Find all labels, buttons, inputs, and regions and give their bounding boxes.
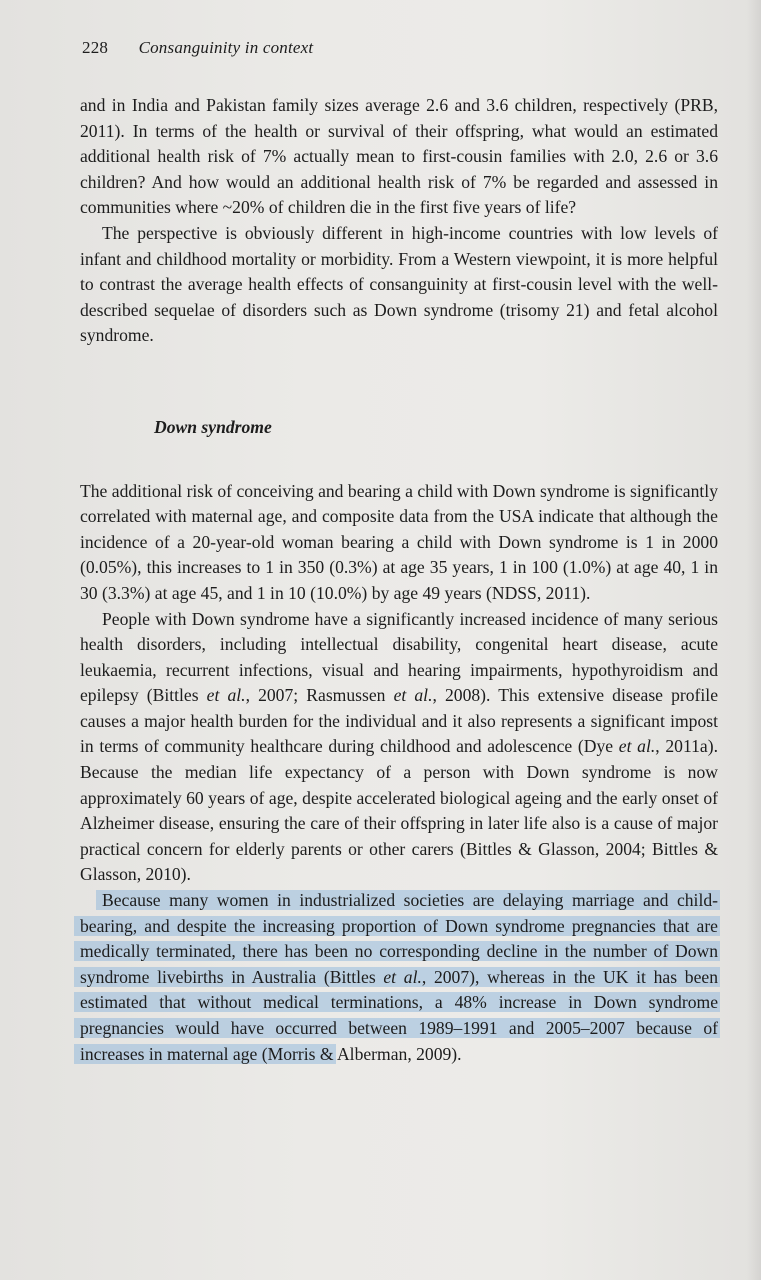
chapter-title: Consanguinity in context xyxy=(138,38,314,57)
text-span: Alberman, 2009). xyxy=(333,1043,462,1064)
section-heading: Down syndrome xyxy=(154,416,272,437)
et-al-italic: et al. xyxy=(206,685,246,706)
paragraph-perspective: The perspective is obviously different in high-income countries with low levels of infant and childhood mortality or morbidity. From a Western viewpoint, it is more helpful to contrast the average health effects of consanguinity at first-cousin level with the well-described sequelae of disorders such as Down syndrome (trisomy 21) and fetal alcohol syndrome. xyxy=(80,222,718,346)
paragraph-livebirths xyxy=(80,888,718,1067)
text-span: Because many women in industrialized societies are delaying marriage and child-bearing, and despite the increasing proportion of Down syndrome pregnancies that are medically terminated, there has been no corresponding decline in the number of Down syndrome livebirths in Australia (Bittles xyxy=(80,890,718,987)
text-span: , 2011a). Because the median life expectancy of a person with Down syndrome is now approximately 60 years of age, despite accelerated biological ageing and the early onset of Alzheimer disease, ensuring the care of their offspring in later life also is a cause of major practical concern for elderly parents or other carers (Bittles & Glasson, 2004; Bittles & Glasson, 2010). xyxy=(80,736,718,885)
et-al-italic: et al. xyxy=(618,736,656,757)
body-text xyxy=(80,93,718,1067)
et-al-italic: et al. xyxy=(393,685,433,706)
text-span: People with Down syndrome have a significantly increased incidence of many serious health disorders, including intellectual disability, congenital heart disease, acute leukaemia, recurrent infections, visual and hearing impairments, hypothyroidism and epilepsy (Bittles xyxy=(80,608,718,706)
et-al-italic: et al. xyxy=(383,966,422,987)
page-number: 228 xyxy=(82,38,109,57)
text-highlight[interactable] xyxy=(74,890,720,1064)
text-span: , 2008). This extensive disease profile causes a major health burden for the individual and it also represents a significant impost in terms of community healthcare during childhood and adolescence (Dye xyxy=(80,685,719,757)
running-head xyxy=(82,38,313,58)
text-span: , 2007), whereas in the UK it has been estimated that without medical terminations, a 48% increase in Down syndrome pregnancies would have occurred between 1989–1991 and 2005–2007 because of increases in maternal age (Morris & xyxy=(80,966,718,1064)
paragraph-family-sizes: and in India and Pakistan family sizes average 2.6 and 3.6 children, respectively (PRB, 2011). In terms of the health or survival of their offspring, what would an estimated additional health risk of 7% actually mean to first-cousin families with 2.0, 2.6 or 3.6 children? And how would an additional health risk of 7% be regarded and assessed in communities where ~20% of children die in the first five years of life? xyxy=(80,95,718,218)
paragraph-maternal-age-risk: The additional risk of conceiving and bearing a child with Down syndrome is significantly correlated with maternal age, and composite data from the USA indicate that although the incidence of a 20-year-old woman bearing a child with Down syndrome is 1 in 2000 (0.05%), this increases to 1 in 350 (0.3%) at age 35 years, 1 in 100 (1.0%) at age 40, 1 in 30 (3.3%) at age 45, and 1 in 10 (10.0%) by age 49 years (NDSS, 2011). xyxy=(80,480,718,603)
page-edge-shadow xyxy=(747,0,761,1280)
text-span: , 2007; Rasmussen xyxy=(245,685,394,706)
paragraph-health-disorders xyxy=(80,607,718,889)
